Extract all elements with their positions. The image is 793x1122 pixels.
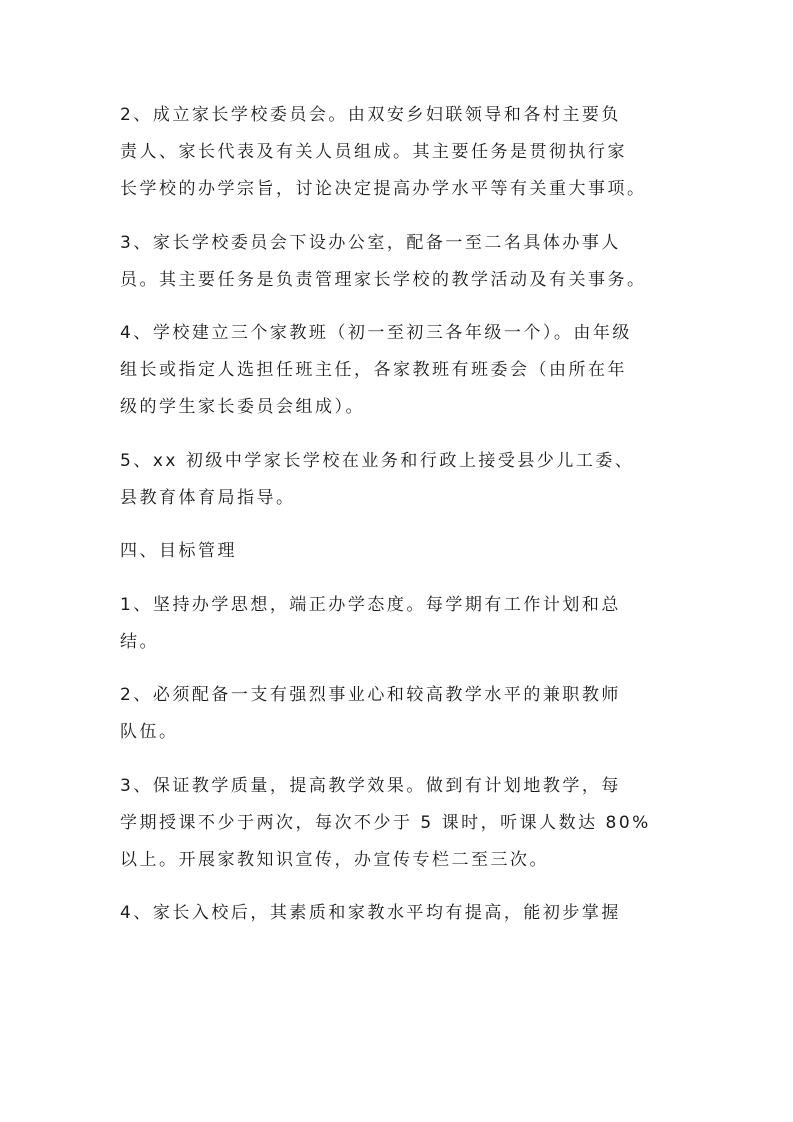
text-line: 2、成立家长学校委员会。由双安乡妇联领导和各村主要负 <box>120 105 621 125</box>
text-line: 队伍。 <box>120 722 179 742</box>
text-line: 4、家长入校后，其素质和家教水平均有提高，能初步掌握 <box>120 903 621 923</box>
text-line: 1、坚持办学思想，端正办学态度。每学期有工作计划和总 <box>120 594 621 615</box>
text-line: 长学校的办学宗旨，讨论决定提高办学水平等有关重大事项。 <box>120 179 647 199</box>
text-line: 级的学生家长委员会组成）。 <box>120 397 365 417</box>
text-line: 5、xx 初级中学家长学校在业务和行政上接受县少儿工委、 <box>120 450 635 471</box>
paragraph-guidance <box>120 443 700 517</box>
document-body <box>120 97 700 949</box>
text-line: 以上。开展家教知识宣传，办宣传专栏二至三次。 <box>120 849 549 870</box>
text-line: 组长或指定人选担任班主任，各家教班有班委会（由所在年 <box>120 360 627 380</box>
text-line: 县教育体育局指导。 <box>120 487 296 508</box>
paragraph-goal-2 <box>120 677 700 751</box>
paragraph-classes <box>120 315 700 426</box>
text-line: 员。其主要任务是负责管理家长学校的教学活动及有关事务。 <box>120 269 647 290</box>
paragraph-goal-1 <box>120 587 700 661</box>
paragraph-goal-3 <box>120 768 700 879</box>
paragraph-committee <box>120 97 700 208</box>
text-line: 3、家长学校委员会下设办公室，配备一至二名具体办事人 <box>120 232 621 253</box>
text-line: 3、保证教学质量，提高教学效果。做到有计划地教学，每 <box>120 775 621 796</box>
text-line: 结。 <box>120 631 159 652</box>
paragraph-office <box>120 225 700 299</box>
text-line: 责人、家长代表及有关人员组成。其主要任务是贯彻执行家 <box>120 142 627 162</box>
section-heading <box>120 533 700 570</box>
text-line: 学期授课不少于两次，每次不少于 5 课时，听课人数达 80% <box>120 812 651 833</box>
text-line: 4、学校建立三个家教班（初一至初三各年级一个）。由年级 <box>120 323 632 343</box>
section-heading-text: 四、目标管理 <box>120 541 237 561</box>
paragraph-goal-4 <box>120 895 700 932</box>
text-line: 2、必须配备一支有强烈事业心和较高教学水平的兼职教师 <box>120 685 621 705</box>
